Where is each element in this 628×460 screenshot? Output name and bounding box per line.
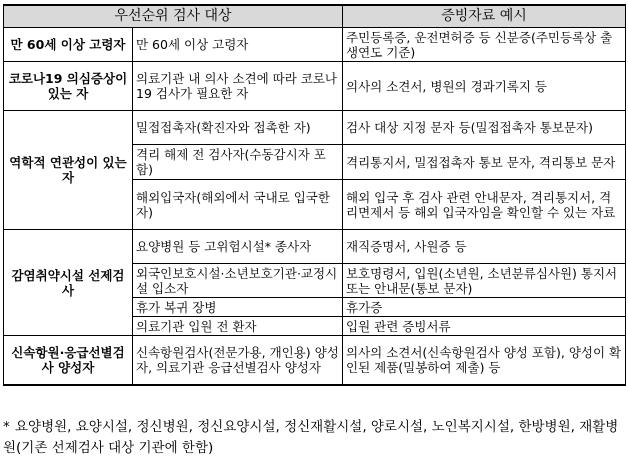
- header-priority-target: 우선순위 검사 대상: [4, 5, 343, 28]
- category-epidemiological: 역학적 연관성이 있는자: [4, 111, 133, 230]
- category-covid-symptom: 코로나19 의심증상이 있는 자: [4, 62, 133, 111]
- target-high-risk-staff: 요양병원 등 고위험시설* 종사자: [133, 230, 343, 264]
- target-elderly: 만 60세 이상 고령자: [133, 28, 343, 62]
- evidence-covid-symptom: 의사의 소견서, 병원의 경과기록지 등: [343, 62, 626, 111]
- header-evidence-example: 증빙자료 예시: [343, 5, 626, 28]
- target-pre-release: 격리 해제 전 검사자(수동감시자 포함): [133, 145, 343, 180]
- priority-test-document: [3, 4, 625, 456]
- table-row: [4, 28, 626, 62]
- target-returning-soldier: 휴가 복귀 장병: [133, 298, 343, 317]
- evidence-high-risk-staff: 재직증명서, 사원증 등: [343, 230, 626, 264]
- evidence-returning-soldier: 휴가증: [343, 298, 626, 317]
- priority-test-table: [3, 4, 626, 386]
- evidence-close-contact: 검사 대상 지정 문자 등(밀접접촉자 통보문자): [343, 111, 626, 145]
- evidence-protection-facility: 보호명령서, 입원(소년원, 소년분류심사원) 통지서 또는 안내문(통보 문자): [343, 264, 626, 298]
- category-elderly: 만 60세 이상 고령자: [4, 28, 133, 62]
- evidence-elderly: 주민등록증, 운전면허증 등 신분증(주민등록상 출생연도 기준): [343, 28, 626, 62]
- target-rapid-antigen: 신속항원검사(전문가용, 개인용) 양성자, 의료기관 응급선별검사 양성자: [133, 336, 343, 385]
- table-header-row: [4, 5, 626, 28]
- evidence-rapid-antigen: 의사의 소견서(신속항원검사 양성 포함), 양성이 확인된 제품(밀봉하여 제출) 등: [343, 336, 626, 385]
- category-vulnerable-facility: 감염취약시설 선제검사: [4, 230, 133, 336]
- target-pre-admission: 의료기관 입원 전 환자: [133, 317, 343, 336]
- category-rapid-antigen: 신속항원·응급선별검사 양성자: [4, 336, 133, 385]
- footnote-text: 요양병원, 요양시설, 정신병원, 정신요양시설, 정신재활시설, 양로시설, 노인복지시설, 한방병원, 재활병원(기존 선제검사 대상 기관에 한함): [3, 419, 619, 456]
- target-protection-facility: 외국인보호시설·소년보호기관·교정시설 입소자: [133, 264, 343, 298]
- table-row: [4, 111, 626, 145]
- target-close-contact: 밀접접촉자(확진자와 접촉한 자): [133, 111, 343, 145]
- evidence-pre-admission: 입원 관련 증빙서류: [343, 317, 626, 336]
- footnote: [3, 417, 625, 459]
- target-overseas-entrant: 해외입국자(해외에서 국내로 입국한 자): [133, 180, 343, 230]
- evidence-overseas-entrant: 해외 입국 후 검사 관련 안내문자, 격리통지서, 격리면제서 등 해외 입국자임을 확인할 수 있는 자료: [343, 180, 626, 230]
- table-row: [4, 230, 626, 264]
- evidence-pre-release: 격리통지서, 밀접접촉자 통보 문자, 격리통보 문자: [343, 145, 626, 180]
- target-covid-symptom: 의료기관 내 의사 소견에 따라 코로나19 검사가 필요한 자: [133, 62, 343, 111]
- table-row: [4, 62, 626, 111]
- table-row: [4, 336, 626, 385]
- footnote-mark: *: [3, 419, 10, 435]
